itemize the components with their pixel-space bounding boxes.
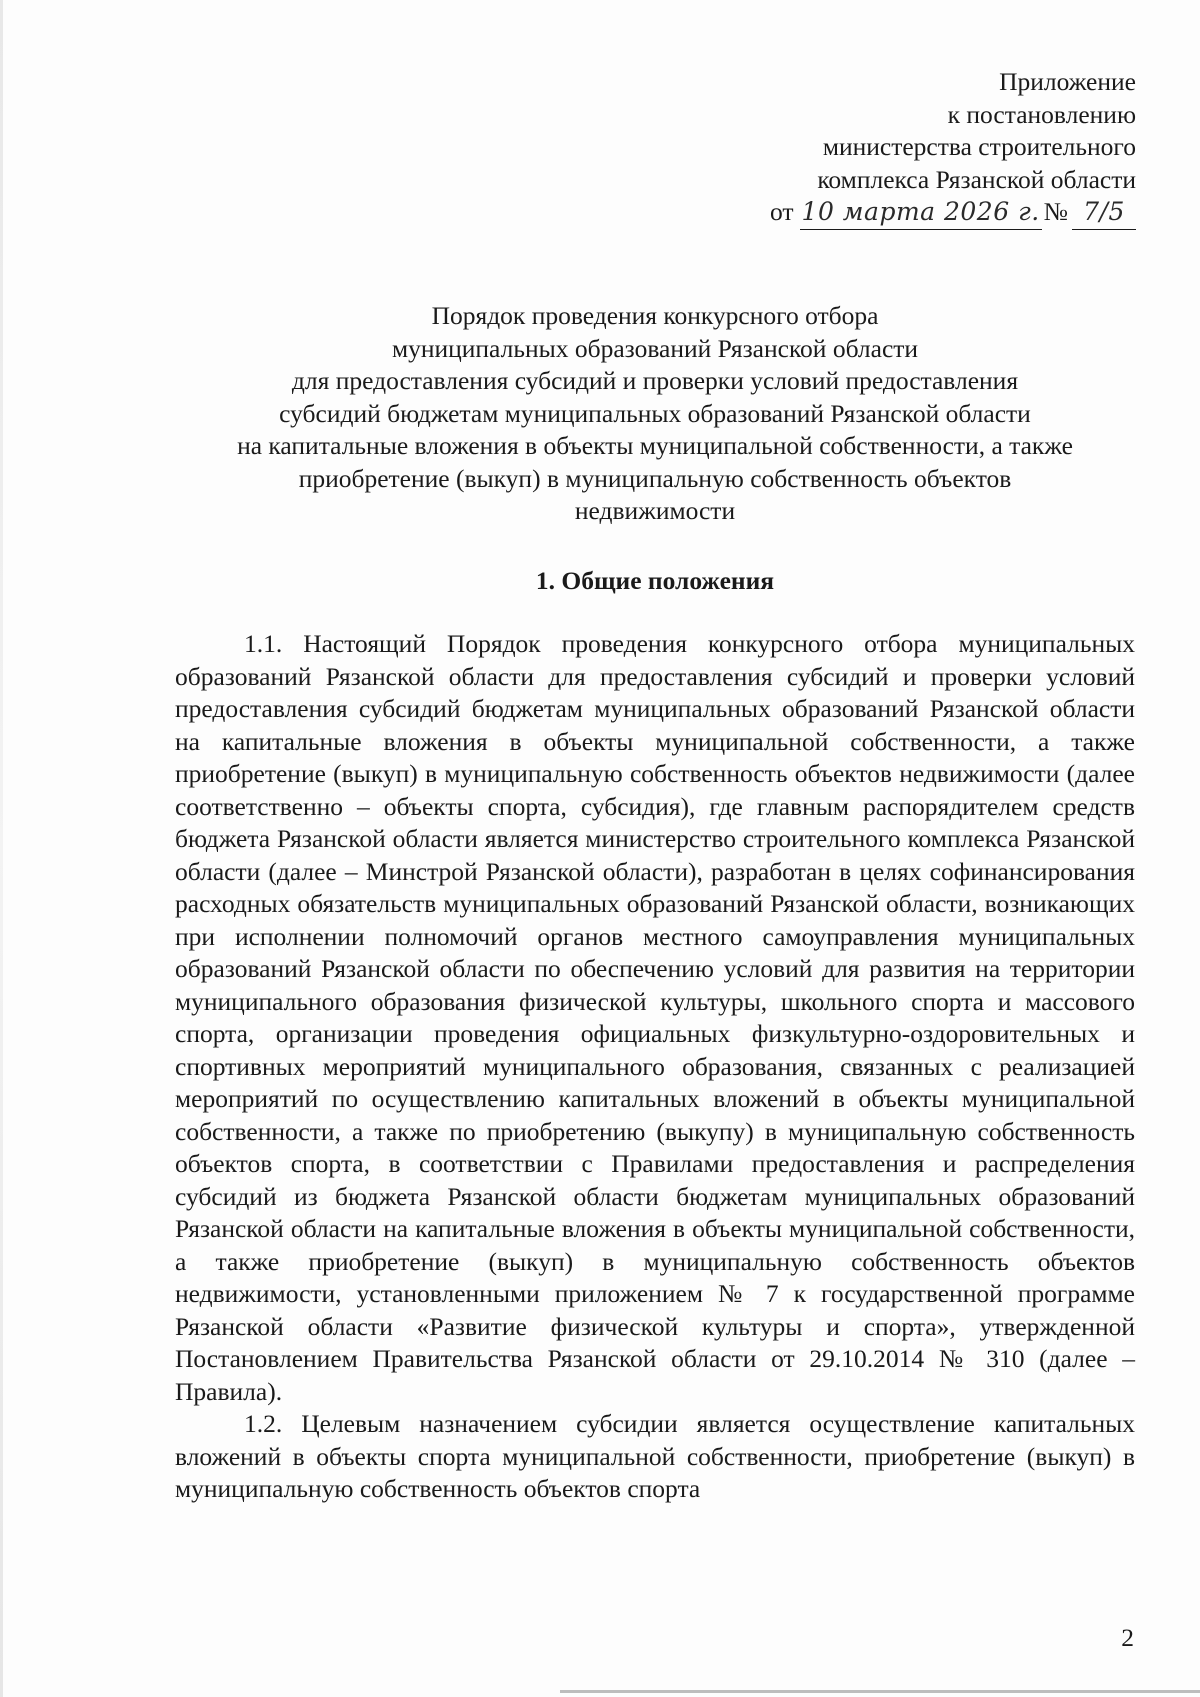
paragraph-1-1: 1.1. Настоящий Порядок проведения конкурсного отбора муниципальных образований Рязанской области для предоставления субсидий и проверки условий предоставления субсидий бюджетам муниципальных образований Рязанской области на капитальные вложения в объекты муниципальной собственности, а также приобретение (выкуп) в муниципальную собственность объектов недвижимости (далее соответственно – объекты спорта, субсидия), где главным распорядителем средств бюджета Рязанской области является министерство строительного комплекса Рязанской области (далее – Минстрой Рязанской области), разработан в целях софинансирования расходных обязательств муниципальных образований Рязанской области, возникающих при исполнении полномочий органов местного самоуправления муниципальных образований Рязанской области по обеспечению условий для развития на территории муниципального образования физической культуры, школьного спорта и массового спорта, организации проведения официальных физкультурно-оздоровительных и спортивных мероприятий муниципального образования, связанных с реализацией мероприятий по осуществлению капитальных вложений в объекты муниципальной собственности, а также по приобретению (выкупу) в муниципальную собственность объектов спорта, в соответствии с Правилами предоставления и распределения субсидий из бюджета Рязанской области бюджетам муниципальных образований Рязанской области на капитальные вложения в объекты муниципальной собственности, а также приобретение (выкуп) в муниципальную собственность объектов недвижимости, установленными приложением № 7 к государственной программе Рязанской области «Развитие физической культуры и спорта», утвержденной Постановлением Правительства Рязанской области от 29.10.2014 № 310 (далее – Правила). xyxy=(175,629,1135,1406)
scan-edge-shadow xyxy=(0,0,3,1697)
section-heading: 1. Общие положения xyxy=(535,566,775,595)
appendix-line: Приложение xyxy=(999,67,1136,96)
number-sign: № xyxy=(1043,197,1068,226)
title-line: для предоставления субсидий и проверки условий предоставления xyxy=(291,366,1019,395)
handwritten-number: 7/5 xyxy=(1072,196,1136,230)
title-line: недвижимости xyxy=(574,496,736,525)
handwritten-date: 10 марта 2026 г. xyxy=(800,196,1042,230)
appendix-header xyxy=(770,66,1136,230)
appendix-line: министерства строительного xyxy=(822,132,1136,161)
title-line: приобретение (выкуп) в муниципальную собственность объектов xyxy=(298,463,1012,493)
appendix-line: к постановлению xyxy=(947,99,1136,129)
paragraph-1-2: 1.2. Целевым назначением субсидии является осуществление капитальных вложений в объекты спорта муниципальной собственности, приобретение (выкуп) в муниципальную собственность объектов спорта xyxy=(175,1409,1135,1503)
scan-bottom-edge xyxy=(560,1690,1200,1693)
page-number: 2 xyxy=(1121,1623,1134,1652)
appendix-line: комплекса Рязанской области xyxy=(817,164,1136,194)
title-line: Порядок проведения конкурсного отбора xyxy=(431,301,879,330)
title-line: муниципальных образований Рязанской области xyxy=(391,333,919,363)
title-line: на капитальные вложения в объекты муниципальной собственности, а также xyxy=(237,431,1073,460)
date-prefix: от xyxy=(769,197,794,226)
document-title xyxy=(160,300,1150,528)
document-body xyxy=(175,628,1135,1506)
resolution-date-line xyxy=(770,196,1136,230)
title-line: субсидий бюджетам муниципальных образований Рязанской области xyxy=(279,398,1031,428)
